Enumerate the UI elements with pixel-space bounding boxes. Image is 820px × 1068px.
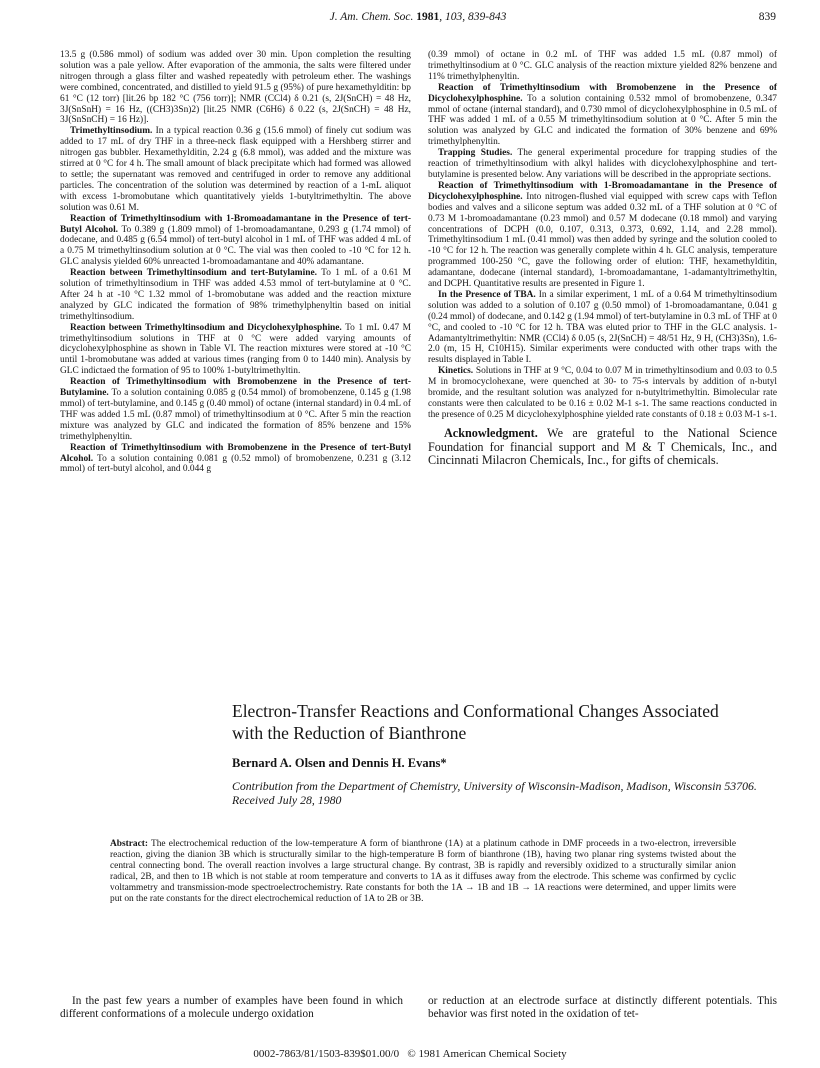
paragraph (60, 323, 411, 378)
paragraph (428, 83, 777, 148)
paragraph (428, 148, 777, 181)
footer-code: 0002-7863/81/1503-839$01.00/0 (253, 1048, 400, 1060)
left-column (60, 50, 411, 475)
journal-volume: 103 (445, 11, 463, 23)
section-heading: In the Presence of TBA. (438, 289, 536, 300)
section-heading: Trimethyltinsodium. (70, 126, 153, 137)
footer-copyright: © 1981 American Chemical Society (407, 1048, 567, 1060)
article-affiliation: Contribution from the Department of Chemistry, University of Wisconsin-Madison, Madison, Wisconsin 53706. Received July 28, 1980 (232, 779, 757, 807)
abstract (110, 839, 736, 904)
paragraph (428, 181, 777, 290)
section-heading: Reaction between Trimethyltinsodium and Dicyclohexylphosphine. (70, 322, 342, 333)
journal-year: 1981 (416, 11, 440, 23)
section-heading: Reaction of Trimethyltinsodium with 1-Bromoadamantane in the Presence of tert-Butyl Alcohol. (60, 213, 411, 235)
paragraph-body: The general experimental procedure for trapping studies of the reaction of trimethyltinsodium with alkyl halides with dicyclohexylphosphine and tert-butylamine is presented below. Any variations will be described in the appropriate sections. (428, 148, 777, 180)
paragraph (428, 366, 777, 421)
paragraph (60, 377, 411, 442)
journal-citation: J. Am. Chem. Soc. 1981, 103, 839-843 (329, 11, 507, 23)
paragraph (60, 443, 411, 476)
paragraph-body: Solutions in THF at 9 °C, 0.04 to 0.07 M in trimethyltinsodium and 0.03 to 0.5 M in bromocyclohexane, were quenched at 30- to 75-s intervals by addition of n-butyl bromide, and the resultant solution was analyzed for n-butyltrimethyltin. Bimolecular rate constants were then calculated to be 0.16 ± 0.02 M-1 s-1. The same reactions conducted in the presence of 0.25 M dicyclohexylphosphine yielded rate constants of 0.18 ± 0.03 M-1 s-1. (428, 366, 777, 420)
intro-right-text: or reduction at an electrode surface at distinctly different potentials. This behavior was first noted in the oxidation of tet- (428, 995, 777, 1020)
journal-name: J. Am. Chem. Soc. (329, 11, 414, 23)
paragraph (60, 214, 411, 269)
journal-pages: 839-843 (468, 11, 507, 23)
section-heading: Reaction of Trimethyltinsodium with 1-Bromoadamantane in the Presence of Dicyclohexylphosphine. (428, 180, 777, 202)
section-heading: Kinetics. (438, 366, 474, 377)
paragraph-body: In a similar experiment, 1 mL of a 0.64 M trimethyltinsodium solution was added to a solution of 0.107 g (0.50 mmol) of 1-bromoadamantane, 0.041 g (0.24 mmol) of dodecane, and 0.142 g (1.94 mmol) of tert-butylamine in 0.3 mL of THF at 0 °C, and cooled to -10 °C for 12 h. TBA was eluted prior to THF in the GLC analysis. 1-Adamantyltrimethyltin: NMR (CCl4) δ 0.05 (s, 2J(SnCH) = 48/51 Hz, 9 H, (CH3)3Sn), 1.6-2.0 (m, 15 H, C10H15). Similar experiments were conducted with other traps with the results displayed in Table I. (428, 289, 777, 366)
paragraph-body: To 0.389 g (1.809 mmol) of 1-bromoadamantane, 0.293 g (1.74 mmol) of dodecane, and 0.485 g (6.54 mmol) of tert-butyl alcohol in 1 mL of THF was added 4 mL of a 0.75 M trimethyltinsodium solution at 0 °C. The vial was then cooled to -10 °C for 12 h. GLC analysis yielded 60% unreacted 1-bromoadamantane and 40% adamantane. (60, 224, 412, 268)
paragraph (60, 268, 411, 323)
paragraph-body: To 1 mL of a 0.61 M solution of trimethyltinsodium in THF was added 4.53 mmol of tert-butylamine at 0 °C. After 24 h at -10 °C 1.32 mmol of 1-bromobutane was added and the reaction mixture analyzed by GLC indicated the formation of 98% trimethylphenyltin based on initial trimethyltinsodium. (60, 268, 411, 322)
paragraph-body: Into nitrogen-flushed vial equipped with screw caps with Teflon bodies and valves and a silicone septum was added 0.32 mL of a THF solution at 0 °C of 0.73 M 1-bromoadamantane (0.23 mmol) and 0.57 M dodecane (0.18 mmol) and varying concentrations of DCPH (0.0, 0.107, 0.313, 0.373, 0.692, 1.14, and 2.28 mmol). Trimethyltinsodium 1 mL (0.41 mmol) was then added by syringe and the solution cooled to -10 °C for 12 h. The reaction was generally complete within 4 h. GLC analysis, temperature programmed 100-250 °C, gave the following order of elution: THF, hexamethylditin, adamantane, dodecane (internal standard), 1-bromoadamantane, 1-adamantyltrimethyltin, and DCPH. Quantitative results are presented in Figure 1. (428, 191, 777, 290)
section-heading: Reaction of Trimethyltinsodium with Bromobenzene in the Presence of tert-Butyl Alcohol. (60, 442, 411, 464)
running-header (60, 11, 776, 31)
article-title: Electron-Transfer Reactions and Conformational Changes Associated with the Reduction of Bianthrone (232, 701, 719, 743)
page-number: 839 (758, 11, 776, 23)
paragraph: (0.39 mmol) of octane in 0.2 mL of THF was added 1.5 mL (0.87 mmol) of trimethyltinsodium at 0 °C. GLC analysis of the reaction mixture yielded 82% benzene and 11% trimethylphenyltin. (428, 50, 777, 82)
paragraph-body: To a solution containing 0.085 g (0.54 mmol) of bromobenzene, 0.145 g (1.98 mmol) of tert-butylamine, and 0.145 g (0.40 mmol) of octane (internal standard) in 0.4 mL of THF was added 1.5 mL (0.87 mmol) of trimethyltinsodium at 0 °C. After 5 min the reaction mixture was analyzed by GLC and indicated the formation of 85% benzene and 15% trimethylphenyltin. (60, 388, 411, 442)
paragraph-body: To 1 mL 0.47 M trimethyltinsodium solutions in THF at 0 °C were added varying amounts of dicyclohexylphosphine as shown in Table VI. The reaction mixtures were stored at -10 °C until 1-bromobutane was added at various times (ranging from 0 to 1440 min). Analysis by GLC indictaed the formation of 95 to 100% 1-butyltrimethyltin. (60, 322, 411, 377)
abstract-heading: Abstract: (110, 839, 149, 849)
acknowledgment (428, 427, 777, 468)
paragraph: 13.5 g (0.586 mmol) of sodium was added over 30 min. Upon completion the resulting solution was a pale yellow. After evaporation of the ammonia, the salts were filtered under nitrogen through a glass filter and washed repeatedly with petroleum ether. The washings were combined, concentrated, and distilled to yield 91.5 g (95%) of pure hexamethylditin: bp 61 °C (12 torr) [lit.26 bp 182 °C (756 torr)]; NMR (CCl4) δ 0.21 (s, 2J(SnCH) = 48 Hz, 3J(SnSnH) = 16 Hz, ((CH3)3Sn)2) [lit.25 NMR (C6H6) δ 0.22 (s, 2J(SnCH) = 48 Hz, 3J(SnSnCH) = 16 Hz)]. (60, 50, 411, 126)
right-column (428, 50, 777, 468)
intro-left-text: In the past few years a number of examples have been found in which different conformations of a molecule undergo oxidation (60, 995, 403, 1020)
paragraph (60, 126, 411, 213)
page-footer (0, 1048, 820, 1060)
paragraph-body: To a solution containing 0.532 mmol of bromobenzene, 0.347 mmol of octane (internal standard), and 0.730 mmol of dicyclohexylphosphine in 0.5 mL of THF was added 1 mL of a 0.55 M trimethyltinsodium solution at 0 °C. After 5 min the solution was analyzed by GLC and indicated the formation of 30% benzene and 69% trimethylphenyltin. (428, 93, 777, 148)
section-heading: Reaction between Trimethyltinsodium and tert-Butylamine. (70, 268, 317, 279)
paragraph (428, 290, 777, 366)
abstract-body: The electrochemical reduction of the low-temperature A form of bianthrone (1A) at a platinum cathode in DMF proceeds in a two-electron, irreversible reaction, giving the dianion 3B which is structurally similar to the high-temperature B form of bianthrone (1B), having two planar ring systems twisted about the central connecting bond. The overall reaction involves a large structural change. By contrast, 3B is rapidly and reversibly oxidized to a structurally similar anion radical, 2B, and then to 1B which is not stable at room temperature and converts to 1A as it diffuses away from the electrode. This scheme was confirmed by cyclic voltammetry and transmission-mode spectroelectrochemistry. Rate constants for both the 1A → 1B and 1B → 1A reactions were determined, and upper limits were put on the rate constants for the direct electrochemical reduction of 1A to 2B or 3B. (110, 839, 736, 904)
paragraph-body: To a solution containing 0.081 g (0.52 mmol) of bromobenzene, 0.231 g (3.12 mmol) of tert-butyl alcohol, and 0.044 g (60, 453, 411, 475)
article-authors: Bernard A. Olsen and Dennis H. Evans* (232, 756, 447, 770)
acknowledgment-heading: Acknowledgment. (444, 425, 538, 440)
section-heading: Trapping Studies. (438, 148, 513, 159)
acknowledgment-body: We are grateful to the National Science Foundation for financial support and M & T Chemicals, Inc., and Cincinnati Milacron Chemicals, Inc., for gifts of chemicals. (428, 425, 777, 468)
section-heading: Reaction of Trimethyltinsodium with Bromobenzene in the Presence of tert-Butylamine. (60, 377, 411, 399)
paragraph-body: In a typical reaction 0.36 g (15.6 mmol) of finely cut sodium was added to 17 mL of dry THF in a three-neck flask equipped with a Hershberg stirrer and nitrogen gas bubbler. Hexamethylditin, 2.24 g (6.8 mmol), was added and the mixture was stirred at 0 °C for 4 h. The small amount of black precipitate which had formed was allowed to settle; the supernatant was removed and centrifuged in order to remove any additional particles. The concentration of the solution was determined by reaction of a 1-mL aliquot with excess 1-bromobutane which quantitatively yields 1-butyltrimethyltin. The above solution was 0.61 M. (60, 126, 411, 213)
section-heading: Reaction of Trimethyltinsodium with Bromobenzene in the Presence of Dicyclohexylphosphine. (428, 82, 777, 104)
